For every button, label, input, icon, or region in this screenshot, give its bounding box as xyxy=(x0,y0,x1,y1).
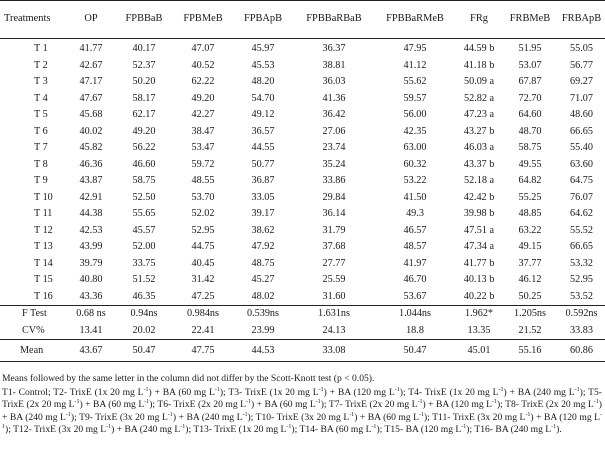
table-cell: 0.68 ns xyxy=(76,308,106,319)
table-cell: 42.91 xyxy=(79,191,103,203)
table-cell: 52.18 a xyxy=(464,175,494,186)
table-cell: 46.03 a xyxy=(464,142,494,153)
table-cell: 51.95 xyxy=(518,43,542,54)
table-cell: 66.65 xyxy=(570,125,593,137)
table-cell: 67.87 xyxy=(518,76,542,87)
column-header: FPBMeB xyxy=(183,13,223,25)
table-cell: 38.62 xyxy=(251,224,275,236)
table-cell: 23.99 xyxy=(251,324,275,336)
table-cell: 1.962* xyxy=(464,308,493,319)
table-cell: 52.00 xyxy=(132,241,156,252)
table-cell: 47.75 xyxy=(191,345,215,356)
table-cell: 1.631ns xyxy=(318,308,350,319)
table-cell: 18.8 xyxy=(406,324,424,336)
table-footnotes xyxy=(2,373,602,436)
row-label: T 12 xyxy=(34,224,53,236)
table-cell: 40.52 xyxy=(191,59,215,71)
table-cell: 47.23 a xyxy=(464,109,494,120)
table-cell: 48.85 xyxy=(518,208,542,219)
table-cell: 55.05 xyxy=(570,43,593,54)
table-cell: 48.60 xyxy=(570,109,593,120)
table-cell: 36.14 xyxy=(322,208,346,219)
table-row xyxy=(0,239,605,256)
table-cell: 46.36 xyxy=(79,158,103,170)
table-cell: 40.02 xyxy=(79,125,103,137)
table-cell: 42.67 xyxy=(79,59,103,71)
table-cell: 54.70 xyxy=(251,92,275,104)
table-cell: 36.42 xyxy=(322,109,346,120)
table-cell: 52.82 a xyxy=(464,92,494,104)
table-cell: 66.65 xyxy=(570,241,593,252)
table-cell: 49.20 xyxy=(132,125,156,137)
row-label: Mean xyxy=(20,345,44,356)
table-cell: 45.97 xyxy=(251,43,275,54)
table-cell: 41.12 xyxy=(403,59,427,71)
table-cell: 33.83 xyxy=(570,324,593,336)
column-header: OP xyxy=(84,13,98,25)
table-cell: 49.3 xyxy=(406,208,424,219)
row-label: T 8 xyxy=(34,158,48,170)
table-cell: 29.84 xyxy=(322,191,346,203)
table-cell: 48.75 xyxy=(251,257,275,269)
table-cell: 55.65 xyxy=(132,208,156,219)
row-label: F Test xyxy=(22,308,47,319)
table-cell: 50.09 a xyxy=(464,76,494,87)
table-cell: 44.75 xyxy=(191,241,215,252)
row-label: T 6 xyxy=(34,125,48,137)
table-cell: 47.17 xyxy=(79,76,103,87)
column-header: Treatments xyxy=(4,13,51,25)
column-header: FPBBaRMeB xyxy=(386,13,444,25)
table-cell: 38.81 xyxy=(322,59,346,71)
table-cell: 76.07 xyxy=(570,191,593,203)
table-cell: 23.74 xyxy=(322,142,346,153)
table-cell: 60.32 xyxy=(403,158,427,170)
table-cell: 60.86 xyxy=(570,345,593,356)
table-cell: 40.22 b xyxy=(463,290,495,302)
row-label: T 15 xyxy=(34,274,53,285)
row-label: T 16 xyxy=(34,290,53,302)
table-cell: 46.35 xyxy=(132,290,156,302)
table-cell: 44.59 b xyxy=(463,43,495,54)
table-cell: 43.99 xyxy=(79,241,103,252)
table-cell: 38.47 xyxy=(191,125,215,137)
footnote-treatments: T1- Control; T2- TrixE (1x 20 mg $L^{-1}$) + BA (60 mg $L^{-1}$); T3- TrixE (1x 20 mg $L^{-1}$) + BA (120 mg $L^{-1}$); T4- TrixE (1x 20 mg $L^{-1}$) + BA (240 mg $L^{-1}$); T5- TrixE (2x 20 mg $L^{-1}$) + BA (60 mg $L^{-1}$); T6- TrixE (2x 20 mg $L^{-1}$) + BA (60 mg $L^{-1}$); T7- TrixE (2x 20 mg $L^{-1}$) + BA (120 mg $L^{-1}$); T8- TrixE (2x 20 mg $L^{-1}$) + BA (240 mg $L^{-1}$); T9- TrixE (3x 20 mg $L^{-1}$) + BA (240 mg $L^{-1}$); T10- TrixE (3x 20 mg $L^{-1}$) + BA (60 mg $L^{-1}$); T11- TrixE (3x 20 mg $L^{-1}$) + BA (120 mg $L^{-1}$); T12- TrixE (3x 20 mg $L^{-1}$) + BA (240 mg $L^{-1}$); T13- TrixE (1x 20 mg $L^{-1}$); T14- BA (60 mg $L^{-1}$); T15- BA (120 mg $L^{-1}$); T16- BA (240 mg $L^{-1}$). xyxy=(2,387,602,435)
table-cell: 72.70 xyxy=(518,92,542,104)
table-cell: 59.57 xyxy=(403,92,427,104)
table-cell: 33.08 xyxy=(322,345,346,356)
table-row xyxy=(0,190,605,207)
footnote-significance: Means followed by the same letter in the column did not differ by the Scott-Knott test (p < 0.05). xyxy=(2,373,375,384)
table-cell: 49.55 xyxy=(518,158,542,170)
table-cell: 41.97 xyxy=(403,257,427,269)
table-cell: 47.67 xyxy=(79,92,103,104)
row-label: T 1 xyxy=(34,43,48,54)
table-cell: 41.77 b xyxy=(463,257,495,269)
table-row xyxy=(0,256,605,273)
table-cell: 36.37 xyxy=(322,43,346,54)
table-cell: 48.20 xyxy=(251,76,275,87)
table-cell: 13.41 xyxy=(79,324,103,336)
row-label: T 11 xyxy=(34,208,53,219)
table-cell: 21.52 xyxy=(518,324,542,336)
table-cell: 43.36 xyxy=(79,290,103,302)
table-cell: 53.67 xyxy=(403,290,427,302)
table-cell: 64.82 xyxy=(518,175,542,186)
row-label: T 14 xyxy=(34,257,53,269)
table-cell: 39.98 b xyxy=(463,208,495,219)
table-cell: 64.60 xyxy=(518,109,542,120)
table-cell: 58.75 xyxy=(518,142,542,153)
table-cell: 58.75 xyxy=(132,175,156,186)
table-cell: 33.05 xyxy=(251,191,275,203)
table-cell: 44.38 xyxy=(79,208,103,219)
table-cell: 22.41 xyxy=(191,324,215,336)
table-cell: 43.67 xyxy=(79,345,103,356)
table-cell: 36.03 xyxy=(322,76,346,87)
table-cell: 1.044ns xyxy=(399,308,431,319)
table-cell: 13.35 xyxy=(467,324,491,336)
table-cell: 40.45 xyxy=(191,257,215,269)
table-cell: 42.27 xyxy=(191,109,215,120)
table-cell: 33.75 xyxy=(132,257,156,269)
table-cell: 48.55 xyxy=(191,175,215,186)
row-label: T 13 xyxy=(34,241,53,252)
table-cell: 0.94ns xyxy=(130,308,158,319)
row-label: CV% xyxy=(22,324,45,336)
column-header: FRg xyxy=(470,13,488,25)
table-cell: 45.82 xyxy=(79,142,103,153)
table-cell: 71.07 xyxy=(570,92,593,104)
table-cell: 47.51 a xyxy=(464,224,494,236)
table-cell: 48.57 xyxy=(403,241,427,252)
table-cell: 50.47 xyxy=(403,345,427,356)
table-cell: 64.75 xyxy=(570,175,593,186)
column-header: FPBBaB xyxy=(125,13,163,25)
table-row xyxy=(0,173,605,190)
table-cell: 53.32 xyxy=(570,257,593,269)
table-cell: 43.37 b xyxy=(463,158,495,170)
table-row xyxy=(0,124,605,141)
table-cell: 39.17 xyxy=(251,208,275,219)
table-cell: 50.25 xyxy=(518,290,542,302)
table-cell: 40.80 xyxy=(79,274,103,285)
table-cell: 50.20 xyxy=(132,76,156,87)
column-header: FPBBaRBaB xyxy=(306,13,362,25)
table-cell: 59.72 xyxy=(191,158,215,170)
table-cell: 46.12 xyxy=(518,274,542,285)
table-cell: 31.60 xyxy=(322,290,346,302)
table-cell: 44.55 xyxy=(251,142,275,153)
table-cell: 63.00 xyxy=(403,142,427,153)
table-cell: 0.984ns xyxy=(187,308,219,319)
table-cell: 56.22 xyxy=(132,142,156,153)
table-cell: 33.86 xyxy=(322,175,346,186)
table-cell: 48.70 xyxy=(518,125,542,137)
table-cell: 56.00 xyxy=(403,109,427,120)
table-cell: 55.25 xyxy=(518,191,542,203)
table-cell: 46.60 xyxy=(132,158,156,170)
row-label: T 7 xyxy=(34,142,48,153)
table-cell: 41.36 xyxy=(322,92,346,104)
table-cell: 37.68 xyxy=(322,241,346,252)
table-row xyxy=(0,272,605,289)
table-cell: 47.92 xyxy=(251,241,275,252)
table-cell: 63.60 xyxy=(570,158,593,170)
table-row xyxy=(0,58,605,75)
table-row xyxy=(0,289,605,306)
table-cell: 52.50 xyxy=(132,191,156,203)
table-cell: 52.95 xyxy=(191,224,215,236)
table-cell: 53.07 xyxy=(518,59,542,71)
table-row xyxy=(0,157,605,174)
table-cell: 47.25 xyxy=(191,290,215,302)
column-header: FPBApB xyxy=(243,13,283,25)
table-row xyxy=(0,107,605,124)
table-cell: 55.52 xyxy=(570,224,593,236)
table-row xyxy=(0,39,605,58)
table-cell: 37.77 xyxy=(518,257,542,269)
table-cell: 27.77 xyxy=(322,257,346,269)
table-cell: 27.06 xyxy=(322,125,346,137)
table-cell: 64.62 xyxy=(570,208,593,219)
table-cell: 49.15 xyxy=(518,241,542,252)
table-row xyxy=(0,74,605,91)
mean-row xyxy=(0,340,605,362)
table-cell: 45.53 xyxy=(251,59,275,71)
table-cell: 45.27 xyxy=(251,274,275,285)
table-cell: 41.77 xyxy=(79,43,103,54)
table-cell: 50.77 xyxy=(251,158,275,170)
column-header: FRBApB xyxy=(561,13,602,25)
table-cell: 55.16 xyxy=(518,345,542,356)
table-row xyxy=(0,140,605,157)
row-label: T 5 xyxy=(34,109,48,120)
table-cell: 55.62 xyxy=(403,76,427,87)
table-cell: 56.77 xyxy=(570,59,593,71)
table-cell: 53.47 xyxy=(191,142,215,153)
table-cell: 58.17 xyxy=(132,92,156,104)
table-cell: 31.42 xyxy=(191,274,215,285)
table-cell: 41.18 b xyxy=(463,59,495,71)
table-cell: 47.07 xyxy=(191,43,215,54)
table-cell: 35.24 xyxy=(322,158,346,170)
table-row xyxy=(0,206,605,223)
table-cell: 62.22 xyxy=(191,76,215,87)
table-cell: 63.22 xyxy=(518,224,542,236)
table-cell: 49.20 xyxy=(191,92,215,104)
table-cell: 0.592ns xyxy=(565,308,598,319)
table-cell: 53.52 xyxy=(570,290,593,302)
table-cell: 52.37 xyxy=(132,59,156,71)
table-cell: 51.52 xyxy=(132,274,156,285)
row-label: T 10 xyxy=(34,191,53,203)
row-label: T 2 xyxy=(34,59,48,71)
table-cell: 31.79 xyxy=(322,224,346,236)
cv-row xyxy=(0,323,605,340)
table-cell: 46.57 xyxy=(403,224,427,236)
table-cell: 39.79 xyxy=(79,257,103,269)
table-cell: 44.53 xyxy=(251,345,275,356)
table-cell: 49.12 xyxy=(251,109,275,120)
row-label: T 9 xyxy=(34,175,48,186)
table-cell: 41.50 xyxy=(403,191,427,203)
row-label: T 4 xyxy=(34,92,48,104)
ftest-row xyxy=(0,306,605,323)
table-cell: 43.87 xyxy=(79,175,103,186)
table-cell: 42.35 xyxy=(403,125,427,137)
table-cell: 69.27 xyxy=(570,76,593,87)
table-cell: 52.95 xyxy=(570,274,593,285)
table-cell: 36.87 xyxy=(251,175,275,186)
table-cell: 1.205ns xyxy=(514,308,546,319)
table-cell: 0.539ns xyxy=(247,308,279,319)
table-cell: 47.95 xyxy=(403,43,427,54)
table-cell: 48.02 xyxy=(251,290,275,302)
table-cell: 24.13 xyxy=(322,324,346,336)
table-cell: 47.34 a xyxy=(464,241,494,252)
table-row xyxy=(0,223,605,240)
table-cell: 45.68 xyxy=(79,109,103,120)
table-cell: 36.57 xyxy=(251,125,275,137)
table-cell: 42.42 b xyxy=(463,191,495,203)
table-cell: 45.01 xyxy=(467,345,491,356)
table-cell: 25.59 xyxy=(322,274,346,285)
table-cell: 42.53 xyxy=(79,224,103,236)
table-cell: 50.47 xyxy=(132,345,156,356)
table-row xyxy=(0,91,605,108)
table-cell: 20.02 xyxy=(132,324,156,336)
table-cell: 53.22 xyxy=(403,175,427,186)
table-cell: 43.27 b xyxy=(463,125,495,137)
table-cell: 45.57 xyxy=(132,224,156,236)
table-cell: 40.17 xyxy=(132,43,156,54)
table-cell: 55.40 xyxy=(570,142,593,153)
table-cell: 40.13 b xyxy=(463,274,495,285)
table-cell: 62.17 xyxy=(132,109,156,120)
table-cell: 53.70 xyxy=(191,191,215,203)
column-header: FRBMeB xyxy=(509,13,551,25)
row-label: T 3 xyxy=(34,76,48,87)
table-cell: 52.02 xyxy=(191,208,215,219)
table-header-row xyxy=(0,1,605,39)
table-cell: 46.70 xyxy=(403,274,427,285)
